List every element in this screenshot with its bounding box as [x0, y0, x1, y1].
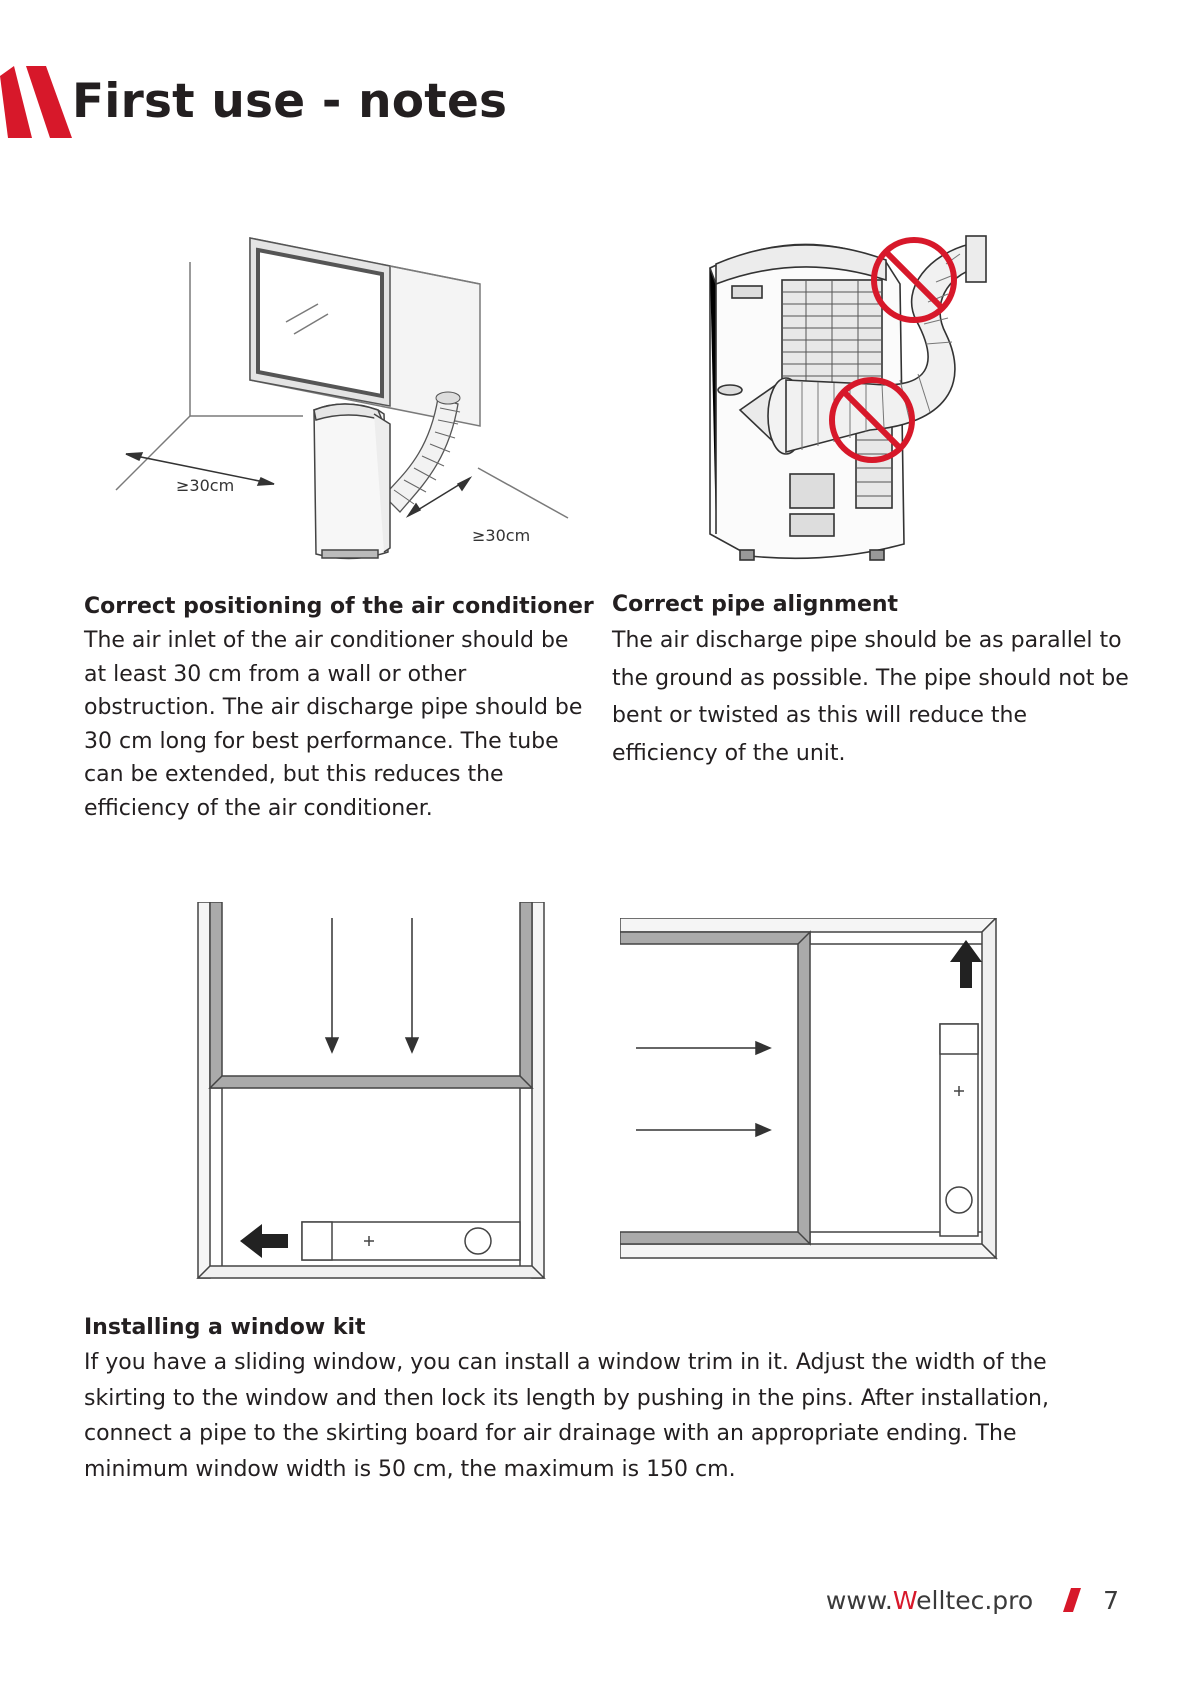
- section-positioning-heading: Correct positioning of the air conditioner: [84, 594, 594, 619]
- section-positioning-body: The air inlet of the air conditioner should be at least 30 cm from a wall or other obstruction. The air discharge pipe should be 30 cm long for best performance. The tube can be extended, but this reduces the efficiency of the air conditioner.: [84, 628, 583, 821]
- footer-slash-mark: [1063, 1588, 1081, 1612]
- brand-logo-mark: [0, 66, 72, 138]
- section-window-kit-body: If you have a sliding window, you can install a window trim in it. Adjust the width of the skirting to the window and then lock its length by pushing in the pins. After installation, connect a pipe to the skirting board for air drainage with an appropriate ending. The minimum window width is 50 cm, the maximum is 150 cm.: [84, 1350, 1049, 1482]
- section-pipe-alignment-body: The air discharge pipe should be as parallel to the ground as possible. The pipe should not be bent or twisted as this will reduce the efficiency of the unit.: [612, 628, 1129, 766]
- page-footer: [826, 1586, 1119, 1616]
- dimension-label-wall: ≥30cm: [176, 476, 235, 495]
- section-pipe-alignment: [612, 588, 1132, 772]
- page-number: 7: [1103, 1586, 1119, 1615]
- window-kit-vertical-illustration: [196, 902, 548, 1286]
- section-pipe-alignment-heading: Correct pipe alignment: [612, 592, 899, 617]
- dimension-label-side: ≥30cm: [472, 526, 531, 545]
- positioning-illustration: [98, 228, 598, 578]
- footer-website[interactable]: www.Welltec.pro: [825, 1586, 1034, 1615]
- page-title: First use - notes: [72, 74, 508, 129]
- section-window-kit-heading: Installing a window kit: [84, 1315, 366, 1340]
- window-kit-horizontal-illustration: [620, 918, 1004, 1270]
- pipe-alignment-illustration: [690, 224, 1070, 584]
- section-positioning: [84, 590, 594, 826]
- section-window-kit: [84, 1311, 1124, 1487]
